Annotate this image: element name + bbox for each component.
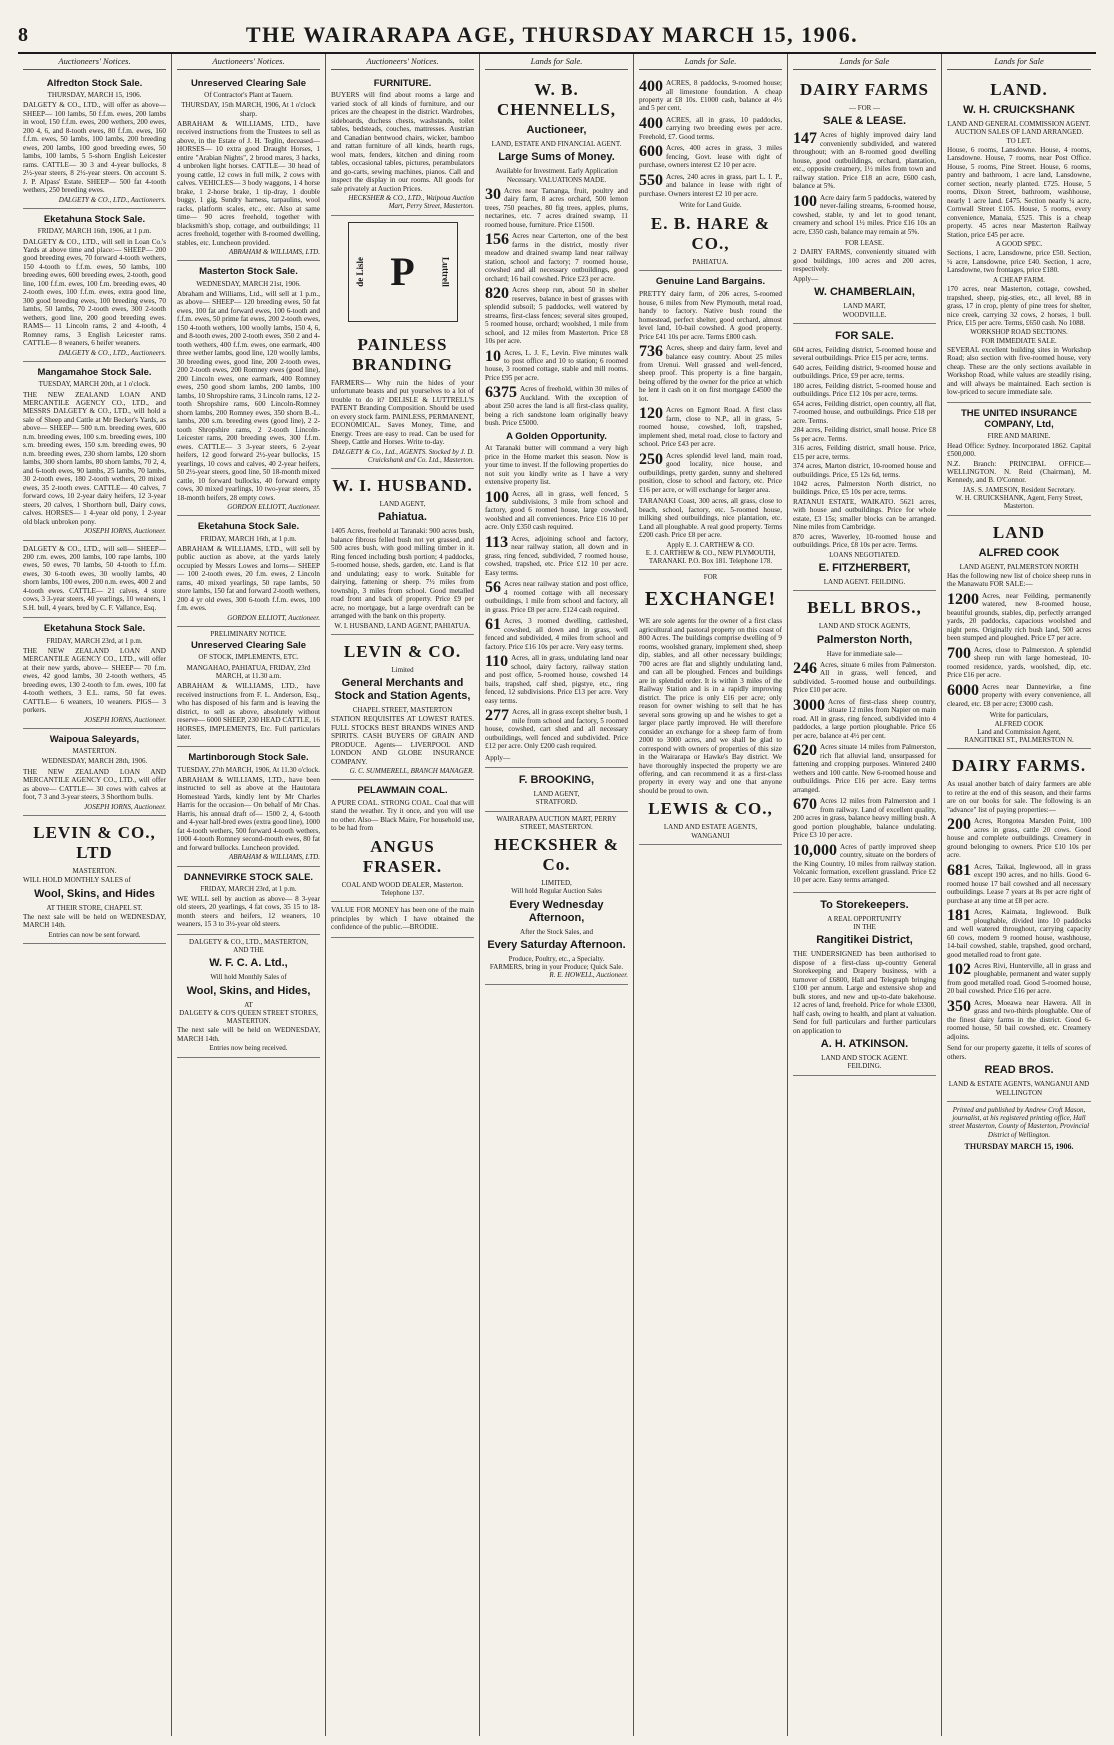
notice-body: THE NEW ZEALAND LOAN AND MERCANTILE AGENCY CO., LTD., will offer as above— CATTLE— 30 cows with calves at foot, 7 3 and 3-year steers, 3 Shorthorn bulls. [23, 767, 166, 802]
notice-title: Unreserved Clearing Sale [190, 640, 307, 652]
ad-pelawmain-coal [331, 780, 474, 902]
sale-item: 316 acres, Feilding district, small house. Price, £15 per acre, terms. [793, 444, 936, 461]
ad-produce: Produce, Poultry, etc., a Specialty. [508, 954, 605, 963]
notice-alfredton [23, 73, 166, 209]
notice-signature: ABRAHAM & WILLIAMS, LTD. [228, 248, 320, 257]
notice-masterton-stock [177, 261, 320, 516]
imprint-date: THURSDAY MARCH 15, 1906. [964, 1141, 1074, 1151]
notice-signature: ABRAHAM & WILLIAMS, LTD. [228, 853, 320, 862]
listing-item: 736 Acres, sheep and dairy farm, level and balance easy country. About 25 miles from Urenui. Well grassed and well-fenced, sheep proof. This property is a fine bargain, being offered by the owner for the price at which he lent it cash on it on first mortgage £4500 the lot. [639, 343, 782, 403]
ad-levin-co [331, 635, 474, 781]
firm-name: DALGETY & CO., LTD., MASTERTON, [189, 937, 308, 946]
notice-body: THE NEW ZEALAND LOAN AND MERCANTILE AGENCY CO., LTD., and MESSRS DALGETY & CO., LTD., will hold a sale of Sheep and Cattle at Mr Becker's Yards, as above— SHEEP— 500 n.m. breeding ewes, 600 n.m. breeding ewes, 100 s.m. breeding ewes, 100 s.m. breeding ewes, 150 s.m. breeding ewes, 90 n.m. breeding ewes, 230 shorn lambs, 120 shorn lambs, 300 shorn lambs, 80 shorn lambs, 70 2, 4, and 6-tooth ewes, 90 lambs, 25 lambs, 70 lambs, 30 2-tooth ewes, 180 2-tooth wethers, 20 mixed ewes, 35 2-tooth ewes. CATTLE— 40 calves, 7 forward cows, 10 2-year dairy heifers, 12 3-year steers, 20 calves, 1 Shorthorn bull, Dairy cows, calves. HORSES— 1 4-year old pony, 1 2-year old black unbroken pony. [23, 390, 166, 526]
firm-place: Palmerston North, [816, 633, 913, 646]
notice-date: FRIDAY, MARCH 23rd, at 1 p.m. [46, 636, 143, 645]
notice-dalgety-wool [177, 935, 320, 1058]
firm-name-2: W. F. C. A. Ltd., [209, 957, 288, 970]
brand-right-label: Luttrell [440, 256, 451, 287]
notice-body: DALGETY & CO., LTD., will sell— SHEEP— 200 r.m. ewes, 200 lambs, 100 rape lambs, 100 ewes, 50 ewes, 70 lambs, 50 4-tooth to f.f.m. ewes, 30 6-tooth ewes, 30 woolly lambs, 40 shorn lambs, 100 ewes, 200 n.m. ewes, 400 2 and 4-tooth ewes. CATTLE— 21 calves, 4 store cows, 3 3-year steers, 40 yearlings, 10 weaners, 1 S.H. bull, 4 years, bred by C. F. Vallance, Esq. [23, 544, 166, 612]
ad-title: LAND. [990, 80, 1048, 100]
notice-body: THE NEW ZEALAND LOAN AND MERCANTILE AGENCY CO., LTD., will offer at their new yards, above— SHEEP— 70 f.m. ewes, 42 good lambs, 30 2-tooth wethers, 45 breeding ewes, 130 2-tooth to f.m. ewes, 100 fat 4-tooth wethers, 3 E.L. rams, 50 fat ewes. CATTLE— 6 weaners, 10 weaners. PIGS— 3 porkers. [23, 646, 166, 715]
firm-name: E. B. HARE & CO., [650, 213, 771, 253]
firm-place: STRATFORD. [535, 798, 578, 807]
sale-item: 654 acres, Feilding district, open country, all flat, 7-roomed house, and outbuildings. Price £18 per acre. Terms. [793, 399, 936, 425]
ad-fitzherbert [793, 324, 936, 592]
brand-mark: P [390, 248, 415, 294]
notice-signature: GORDON ELLIOTT, Auctioneer. [227, 613, 320, 622]
firm-role: Auctioneer, [526, 124, 587, 137]
notice-label: PRELIMINARY NOTICE. [210, 629, 287, 638]
firm-role: LAND & ESTATE AGENTS, WANGANUI AND WELLINGTON [948, 1080, 1090, 1097]
ad-title: DAIRY FARMS. [951, 756, 1087, 776]
column-4 [480, 54, 634, 1736]
notice-next: The next sale will be held on WEDNESDAY, MARCH 14th. [177, 1026, 320, 1043]
notice-subtitle: MASTERTON. [72, 747, 117, 756]
ad-body: A PURE COAL. STRONG COAL. Coal that will stand the weather. Try it once, and you will use no other. Also— Black Maire, For household use, to be had from [331, 798, 474, 833]
ad-apply: Apply— [485, 753, 511, 762]
ad-brooking [485, 768, 628, 811]
firm-name: LEVIN & CO. [343, 641, 462, 661]
notice-body: ABRAHAM & WILLIAMS, LTD., have received instructions from F. L. Anderson, Esq., who has disposed of his farm and is leaving the district, to sell as above, absolutely without reserve— 6000 SHEEP, 230 HEAD CATTLE, 16 HORSES, IMPLEMENTS, Etc. Full particulars later. [177, 682, 320, 741]
ad-signature: G. C. SUMMERELL, BRANCH MANAGER. [349, 767, 474, 776]
cheap-farm-title: A CHEAP FARM. [993, 275, 1045, 284]
ad-signature: W. I. HUSBAND, LAND AGENT, PAHIATUA. [334, 621, 471, 630]
ad-body: Will hold Regular Auction Sales [511, 887, 602, 896]
firm-role: LAND AND STOCK AGENTS, [818, 622, 911, 631]
notice-levin-wool [23, 816, 166, 944]
notice-subtitle: Of Contractor's Plant at Tauern. [204, 91, 293, 100]
notice-date: MANGAHAO, PAHIATUA, FRIDAY, 23rd MARCH, at 11.30 a.m. [186, 663, 311, 680]
lease-body: 2 DAIRY FARMS, conveniently situated with good buildings, 100 acres and 200 acres, respectively. [793, 248, 936, 274]
ad-lead: WAIRARAPA AUCTION MART, PERRY STREET, MASTERTON. [496, 814, 617, 831]
notice-title: DANNEVIRKE STOCK SALE. [183, 871, 314, 883]
branding-illustration [348, 222, 458, 322]
firm-name: W. I. HUSBAND. [332, 476, 473, 495]
lease-title: FOR LEASE. [845, 239, 884, 248]
notice-date: THURSDAY, 15th MARCH, 1906, At 1 o'clock sharp. [181, 101, 316, 118]
column-6 [788, 54, 942, 1736]
notice-signature: DALGETY & CO., LTD., Auctioneers. [58, 348, 166, 357]
firm-place: FEILDING. [847, 1062, 882, 1071]
firm-name: BELL BROS., [807, 598, 922, 618]
sale-item: 180 acres, Feilding district, 5-roomed house and outbuildings. Price £12 10s per acre, terms. [793, 381, 936, 399]
listing-item: 102 Acres Rivi, Hunterville, all in grass and ploughable, permanent and water supply from good metalled road. Good 5-roomed house, 20 bail cowshed. Price £16 per acre. [947, 960, 1091, 996]
newspaper-columns [18, 54, 1096, 1736]
imprint: Printed and published by Andrew Croft Mason, journalist, at his registered printing office, Hall street Masterton, County of Masterton, Provincial District of Wellington. [948, 1105, 1090, 1139]
listing-item: 56 Acres near railway station and post office, 4 roomed cottage with all necessary outbuildings, 1 mile from school and factory, all in grass. Price £8 per acre. £124 cash required. [485, 579, 628, 614]
ad-write: Write for Land Guide. [679, 201, 742, 210]
ad-branch: N.Z. Branch: PRINCIPAL OFFICE—WELLINGTON. N. Reid (Chairman), M. Kennedy, and B. O'Connor. [947, 459, 1091, 485]
notice-body: DALGETY & CO., LTD., will offer as above— SHEEP— 100 lambs, 50 f.f.m. ewes, 200 lambs in wool, 150 f.f.m. ewes, 200 wethers, 200 ewes, 200 4, 6, and 8-tooth ewes, 80 f.f.m. ewes, 160 f.f.m. ewes, 50 lambs, 100 lambs, 200 breeding ewes, 200 lambs, 100 good breeding ewes, 50 lambs, 100 lambs, 5 5-shorn English Leicester rams. CATTLE— 30 3 and 4-year bullocks, 8 2½-year steers, 8 2½-year steers. On account S. J. P. Alpass' Estate. SHEEP— 500 fat 4-tooth wethers, 250 breeding ewes. [23, 101, 166, 195]
ad-secretary: JAS. S. JAMESON, Resident Secretary. [962, 485, 1076, 494]
firm-role: LAND AND STOCK AGENT. [821, 1054, 908, 1063]
workshop-body: SEVERAL excellent building sites in Workshop Road; also section with five-roomed house, very cheap. These are the only sections available in Workshop Road, while values are steadily rising, and will always be maintained. Each section is low-priced to secure immediate sale. [947, 345, 1091, 397]
cheap-farm-body: 170 acres, near Masterton, cottage, cowshed, trapshed, sheep, pig-sties, etc., all level, 88 in grass, 17 in crop, plenty of pine trees for shelter, nice creek, carrying 32 cows, 2 horses, 1 bull. Price, £15 per acre. Terms, £650 cash. No 1088. [947, 285, 1091, 327]
notice-date: WEDNESDAY, MARCH 28th, 1906. [41, 757, 148, 766]
firm-name: A. H. ATKINSON. [820, 1038, 909, 1051]
opportunity-body: At Taranaki butter will command a very high price in the Home market this season. Now is your time to invest. If the following properties do not suit you kindly write as I have a very extensive property list. [485, 444, 628, 487]
listing-item: 113 Acres, adjoining school and factory, near railway station, all down and in grass, ring fenced, subdivided, 7 roomed house, cowshed, trapshed, etc. Price £12 10 per acre. Easy terms. [485, 533, 628, 577]
ad-lead: General Merchants and Stock and Station Agents, [334, 677, 471, 703]
notice-date: FRIDAY, MARCH 16th, at 1 p.m. [200, 534, 297, 543]
ad-title: PELAWMAIN COAL. [357, 785, 448, 797]
ad-exchange [639, 570, 782, 845]
column-7 [942, 54, 1096, 1736]
notice-date: FRIDAY, MARCH 16th, 1906, at 1 p.m. [37, 227, 152, 236]
notice-waipoua [23, 729, 166, 816]
ad-after: After the Stock Sales, and [520, 927, 593, 936]
ad-alfred-cook [947, 516, 1091, 750]
ad-note: Available for Investment. Early Application Necessary. VALUATIONS MADE. [495, 167, 618, 184]
ad-body: THE UNDERSIGNED has been authorised to dispose of a first-class up-country General Storekeeping and Drapery business, with a turnover of £6800, Hall and Telegraph bringing £100 per annum. Large and extensive shop and bulk stores, and new and up-to-date bakehouse. 12 acres of land, freehold. Price for whole £3300, half cash, owing to health, and plant at valuation. Send for full particulars and further particulars on application to [793, 950, 936, 1035]
ad-body: BUYERS will find about rooms a large and varied stock of all kinds of furniture, and our prices are the cheapest in the district. Wardrobes, sideboards, duchess chests, washstands, toilet tables, bedsteads, couches, mattresses. Austrian and Canadian bentwood chairs, wicker, bamboo and rattan furniture of all kinds, hearth rugs, wool mats, fenders, kitchen and dining room tables, occasional tables, pictures, perambulators and go-carts, sewing machines, pianos. Call and inspect the display in our rooms. All goods for sale privately at Auction Prices. [331, 91, 474, 193]
ad-apply: Apply E. J. CARTHEW & CO. [666, 540, 755, 549]
listing-item: 600 Acres, 400 acres in grass, 3 miles fencing, Govt. lease with right of purchase, owners interest £2 10 per acre. [639, 143, 782, 170]
ad-title: Genuine Land Bargains. [655, 275, 766, 287]
listing-item: 10 Acres, L. J. F., Levin. Five minutes walk to post office and 10 to station; 6 roomed house, 3 roomed cottage, stable and mill rooms. Price £95 per acre. [485, 347, 628, 382]
notice-title: Waipoua Saleyards, [49, 733, 140, 745]
notice-eketahuna-3 [177, 516, 320, 627]
ad-united-insurance [947, 403, 1091, 516]
ad-title: FOR SALE. [835, 329, 894, 342]
firm-role: LAND AND ESTATE AGENTS, [663, 823, 758, 832]
ad-title: EXCHANGE! [644, 587, 777, 610]
ad-headline: Large Sums of Money. [498, 151, 615, 164]
listing-item: 181 Acres, Kaimata, Inglewood. Bulk ploughable, divided into 10 paddocks and well watered throughout, carrying capacity 60 cows, modern 9 roomed house, washhouse, 14-bail cowshed, stable, trapshed, good orchard, good metalled road to front gate. [947, 907, 1091, 959]
ad-subtitle: SALE & LEASE. [822, 115, 907, 128]
notice-date: WEDNESDAY, MARCH 21st, 1906. [196, 279, 301, 288]
notice-title: Alfredton Stock Sale. [46, 78, 143, 90]
firm-name: W. B. CHENNELLS, [496, 80, 617, 120]
notice-signature: JOSEPH IORNS, Auctioneer. [84, 715, 166, 724]
ad-signature: DALGETY & Co., Ltd., AGENTS. Stocked by J. D. Cruickshank and Co. Ltd., Masterton. [332, 447, 474, 464]
ad-farmers: FARMERS, bring in your Produce; Quick Sale. [489, 963, 624, 971]
ad-title: To Storekeepers. [820, 898, 909, 911]
ad-for: — FOR — [848, 104, 881, 113]
firm-place: PAHIATUA. [692, 257, 729, 266]
notice-lead: Will hold Monthly Sales of [210, 973, 287, 982]
firm-place: WOODVILLE. [842, 310, 887, 319]
listing-item: 550 Acres, 240 acres in grass, part L. I. P., and balance in lease with right of purchase. Owners interest £2 10 per acre. [639, 171, 782, 198]
sale-item: 284 acres, Feilding district, small house. Price £8 5s per acre. Terms. [793, 426, 936, 443]
notice-signature: JOSEPH IORNS, Auctioneer. [84, 527, 166, 536]
notice-and: AND THE [233, 946, 264, 955]
ad-sub: FIRE AND MARINE. [987, 432, 1051, 441]
listing-item: 100 Acre dairy farm 5 paddocks, watered by never-failing streams, 6-roomed house, cowshed, stable, ty and let to good tenant, creamery and school 1½ miles. Price £16 10s an acre, £350 cash, balance may remain at 5%. [793, 192, 936, 236]
column-heading: Lands for Sale [947, 54, 1091, 70]
listing-item: 700 Acres, close to Palmerston. A splendid sheep run with large homestead, 10-roomed residence, yards, woolshed, dip, etc. Price £16 per acre. [947, 644, 1091, 680]
firm-role: LAND AGENT. FEILDING. [823, 578, 906, 587]
notice-dannevirke [177, 867, 320, 935]
listing-item: 1200 Acres, near Feilding, permanently watered, new 8-roomed house, beautiful grounds, stables, dip, perfectly arranged yards, 20 paddocks, capacious woolshed and night pens. Originally rich bush land, 500 acres been stumped and ploughed. Price £7 per acre. [947, 590, 1091, 643]
listing-item: 277 Acres, all in grass except shelter bush, 1 mile from school and factory, 5 roomed house, cowshed, cart shed and all necessary outbuildings, well fenced and subdivided. Price £12 per acre. Only £200 cash required. [485, 707, 628, 751]
ad-wednesday: Every Wednesday Afternoon, [509, 898, 604, 924]
ad-write: Write for particulars, [989, 711, 1049, 720]
firm-name: READ BROS. [984, 1064, 1054, 1077]
firm-sub: Limited [391, 665, 414, 674]
notice-body: ABRAHAM & WILLIAMS, LTD., will sell by public auction as above, at the yards lately occupied by Messrs Lowes and Iorns— SHEEP— 100 2-tooth ewes, 20 f.m. ewes, 2 Lincoln rams, 40 mixed yearlings, 50 rape lambs, 50 store lambs, 150 fat and forward 2-tooth wethers, 200 4 yr old ewes, 300 6-tooth f.f.m. ewes, 100 f.m. ewes. [177, 544, 320, 613]
spec-body: Sections, 1 acre, Lansdowne, price £50. Section, ¼ acre, Lansdowne, price £40. Section, 1 acre, Lansdowne, two frontages, price £180. [947, 249, 1091, 275]
ad-bell-bros [793, 591, 936, 893]
listing-item: 30 Acres near Tamanga, fruit, poultry and dairy farm, 8 acres orchard, 500 lemon trees, 750 peaches, 80 fig trees, apples, plums, nectarines, etc. 7 acres drained swamp, 11 roomed house, furniture. Price £1500. [485, 185, 628, 229]
notice-entries: Entries now being received. [209, 1044, 288, 1053]
firm-sub: LAND AND GENERAL COMMISSION AGENT. AUCTION SALES OF LAND ARRANGED. [947, 120, 1091, 137]
notice-preliminary [177, 627, 320, 748]
notice-goods: Wool, Skins, and Hides, [186, 984, 311, 997]
listing-item: 681 Acres, Taikai, Inglewood, all in grass except 190 acres, and no hills. Good 6-roomed house 17 bail cowshed and all necessary outbuildings. Lease 7 years at 8s per acre right of purchase at any time at £8 per acre. [947, 861, 1091, 905]
notice-title: Eketahuna Stock Sale. [43, 623, 146, 635]
ad-note: TARANAKI Coast, 300 acres, all grass, close to beach, school, factory, etc. 5-roomed house, milking shed outbuildings, nice plantation, etc. Land all ploughable. A real good property. Terms £200 cash. Price £8 per acre. [639, 497, 782, 540]
to-let-title: TO LET. [1006, 136, 1032, 145]
notice-body: WE WILL sell by auction as above— 8 3-year old steers, 20 yearlings, 4 fat cows, 35 15 to 18-month steers and heifers, 12 weaners, 10 weaners, 15 3 to 3½-year old steers. [177, 894, 320, 929]
notice-subtitle: OF STOCK, IMPLEMENTS, ETC. [198, 653, 299, 662]
firm-place: MASTERTON. [72, 866, 117, 875]
sale-item: 604 acres, Feilding district, 5-roomed house and several outbuildings. Price £15 per acre, terms. [793, 345, 936, 363]
ad-painless-branding [331, 328, 474, 469]
ad-body: VALUE FOR MONEY has been one of the main principles by which I have obtained the confidence of the public.—BRODIE. [331, 906, 474, 932]
listing-item: 110 Acres, all in grass, undulating land near school, dairy factory, railway station and post office, 5-roomed house, cowshed 14 bails, trapshed, calf shed, pigstye, etc., ring fenced, 12 subdivisions. Price £13 per acre. Very easy terms. [485, 653, 628, 705]
sale-item: 640 acres, Feilding district, 9-roomed house and outbuildings. Price, £9 per acre, terms. [793, 363, 936, 381]
listing-item: 620 Acres situate 14 miles from Palmerston, rich flat alluvial land, unsurpassed for fattening and cropping purposes. Wintered 2400 wethers and 100 cattle. New 6-roomed house and outbuildings. Price £16 per acre. Easy terms arranged. [793, 742, 936, 794]
listing-item: 246 Acres, situate 6 miles from Palmerston. All in grass, well fenced, and subdivided. 5-roomed house and outbuildings. Price £10 per acre. [793, 659, 936, 695]
firm-name: ALFRED COOK [978, 546, 1060, 559]
firm-name: LEVIN & CO., LTD [33, 822, 156, 862]
ad-lead: A REAL OPPORTUNITY [827, 914, 902, 923]
listing-item: 350 Acres, Moeawa near Hawera. All in grass and two-thirds ploughable. One of the finest dairy farms in the district. Good 6-roomed house, 50 bail cowshed, etc. Creamery adjoins. [947, 997, 1091, 1041]
column-heading: Auctioneers' Notices. [331, 54, 474, 70]
firm-place: CHAPEL STREET, MASTERTON [352, 706, 453, 715]
listing-item: 120 Acres on Egmont Road. A first class farm, close to N.P., all in grass, 5-roomed house, cowshed, loft, trapshed, implement shed, metal road, close to factory and school. Price £43 per acre. [639, 405, 782, 449]
ad-signature-2: Land and Commission Agent, [977, 727, 1061, 736]
notice-clearing-sale [177, 73, 320, 261]
ad-signature: COAL AND WOOD DEALER, Masterton. Telephone 137. [341, 880, 464, 897]
notice-body: ABRAHAM & WILLIAMS, LTD., have been instructed to sell as above at the Hautotara Homestead Yards, kindly lent by Mr Charles Harris for the occasion— On behalf of Mr Chas. Harris, his annual draft of— 1500 2, 4, 6-tooth and 4-year half-bred ewes (extra good line), 1000 fat 4-tooth wethers, 500 forward 4-tooth wethers, 1000 4-tooth Romney second-mouth ewes, 80 fat and forward bullocks. Luncheon provided. [177, 775, 320, 852]
notice-body: DALGETY & CO., LTD., will sell in Loan Co.'s Yards at above time and place:— SHEEP— 200 good breeding ewes, 70 forward 4-tooth wethers, 150 4-tooth to f.f.m. ewes, 50 lambs, 100 breeding ewes, 600 breeding ewes, 2-tooth, good line, 100 f.f.m. ewes, 100 f.m. breeding ewes, 40 2-tooth ewes, 100 f.f.m. ewes, extra good line, 300 good breeding ewes, 100 breeding ewes, 70 lambs, 50 lambs, 70 2-tooth ewes, 300 2-tooth wethers, good line, 200 good breeding ewes. RAMS— 11 Lincoln rams, 2 and 4-tooth, 4 Romney rams, 3 English Leicester rams. CATTLE— 8 weaners, 6 heifer weaners. [23, 237, 166, 348]
ad-storekeepers [793, 893, 936, 1076]
firm-place: WANGANUI [691, 831, 730, 840]
ad-body: WE are sole agents for the owner of a first class agricultural and pastoral property on this coast of 800 Acres. The buildings comprise dwelling of 9 rooms, woolshed granary, implement shed, sheep dip, stables, and all other necessary buildings; 700 acres are flat and slightly undulating land, and can all be ploughed. Fences and buildings are in splendid order. It is within 3 miles of the Railway Station and is in a rapidly improving district. The price is only £16 per acre; only reason for owner wishing to sell that he has several sons growing up and he wishes to get a larger place partly improved. He will therefore consider an exchange for a sheep farm of from 2000 to 3000 acres, and we shall be glad to correspond with owners of properties of this size in the Wairarapa or Hawke's Bay district. We have thoroughly inspected the property we are offering, and can recommend it as a first-class property in every way and one that anyone should be proud to own. [639, 617, 782, 795]
column-2 [172, 54, 326, 1736]
listing-item: 147 Acres of highly improved dairy land conveniently subdivided, and watered throughout; with an 8-roomed good dwelling house, good outbuildings, orchard, plantation, etc., opposite creamery, 1½ miles from town and railway station. Price £18 an acre, £600 cash, balance at 5%. [793, 130, 936, 191]
listing-group [485, 187, 628, 428]
firm-name: ANGUS FRASER. [362, 836, 443, 876]
notice-title: Martinborough Stock Sale. [188, 752, 309, 764]
ad-title: PAINLESS BRANDING [352, 334, 453, 374]
ad-in: IN THE [853, 923, 876, 932]
ad-title: FURNITURE. [373, 78, 432, 90]
ad-hecksher [485, 812, 628, 985]
ad-lead: Has the following new list of choice sheep runs in the Manawatu FOR SALE:— [947, 571, 1091, 589]
ad-apply: Apply— [793, 274, 819, 283]
listing-item: 6000 Acres near Dannevirke, a fine property with every convenience, all cleared, etc. £8 per acre; £3000 cash. [947, 681, 1091, 708]
ad-signature: HECKSHER & CO., LTD., Waipoua Auction Mart, Perry Street, Masterton. [348, 194, 474, 211]
ad-body: FARMERS— Why ruin the hides of your unfortunate beasts and put yourselves to a lot of trouble to do it? DELISLE & LUTTRELL'S PATENT Branding Composition. Should be used on every stock farm. PAINLESS, PERMANENT, ECONOMICAL. Saves Money, Time, and Energy. Trees are easy to read. Can be used for Sheep, Cattle and Horses. Write to-day. [331, 378, 474, 447]
ad-agent: W. H. CRUICKSHANK, Agent, Ferry Street, Masterton. [955, 494, 1083, 511]
notice-date: TUESDAY, 27th MARCH, 1906, At 11.30 o'clock. [177, 765, 320, 774]
ad-husband [331, 469, 474, 635]
notice-store: AT THEIR STORE, CHAPEL ST. [46, 903, 143, 912]
notice-goods: Wool, Skins, and Hides [34, 887, 155, 900]
sale-item: 1042 acres, Palmerston North district, no buildings. Price, £5 10s per acre, terms. [793, 479, 936, 497]
notice-martinborough [177, 747, 320, 866]
ad-signature: E. J. CARTHEW & CO., NEW PLYMOUTH, TARANAKI. P.O. Box 181. Telephone 178. [645, 548, 776, 566]
notice-eketahuna-1 [23, 209, 166, 362]
listing-item: 400 ACRES, 8 paddocks, 9-roomed house; all limestone foundation. A cheap property at £8 10s. £1000 cash, balance at 4½ and 5 per cent. [639, 78, 782, 113]
ad-body: 1405 Acres, freehold at Taranaki: 900 acres bush, balance fibrous felled bush not yet grassed, and 500 acres bush, with good milling timber in it. Ring fenced including bush portion; 4 paddocks, 5-roomed house, sheds, garden, etc. Land is flat and undulating; easy to work. Suitable for dairying, fattening or sheep. 7½ miles from township, 3 miles from school. Good metalled road front and back of property. Price £9 per acre, no mortgage, but a large overdraft can be arranged with the bank on this property. [331, 527, 474, 621]
firm-place: Pahiatua. [378, 511, 427, 524]
firm-name: LEWIS & CO., [648, 799, 773, 819]
listing-item: 3000 Acres of first-class sheep country, situate 12 miles from Napier on main road. All in grass, ring fenced, subdivided into 4 paddocks, a large portion ploughable. Price £6 per acre, balance at 4½ per cent. [793, 696, 936, 740]
firm-sub: LIMITED, [541, 879, 572, 888]
firm-name: F. BROOKING, [518, 774, 595, 787]
listing-item: 200 Acres, Rongotea Marsden Point, 100 acres in grass, cattle 20 cows. Good house and complete outbuildings. Creamery in ground belonging to owners. Price £10 10s per acre. [947, 816, 1091, 860]
notice-entries: Entries can now be sent forward. [48, 930, 141, 939]
notice-title: Unreserved Clearing Sale [190, 78, 307, 90]
notice-lead: WILL HOLD MONTHLY SALES of [23, 876, 131, 885]
masthead [18, 18, 1096, 54]
ad-signature: ALFRED COOK [994, 719, 1044, 728]
notice-date: TUESDAY, MARCH 20th, at 1 o'clock. [38, 380, 151, 389]
notice-title: Mangamahoe Stock Sale. [37, 367, 152, 379]
notice-body: Abraham and Williams, Ltd., will sell at 1 p.m., as above— SHEEP— 120 breeding ewes, 50 fat ewes, 100 fat and forward ewes, 100 6-tooth and f.f.m. ewes, 50 prime fat ewes, 200 2-tooth ewes, 150 4-tooth wethers, 100 woolly lambs, 150 4, 6, and 8-tooth ewes, 200 2-tooth ewes, 350 2 and 4-tooth wethers, 400 f.f.m. ewes, one earmark, 400 three wether lambs, good line, 120 woolly lambs, 30 breeding ewes, good line, 200 2-tooth ewes, 200 2-tooth ewes, 200 Romney ewes (good line), 200 Lincoln ewes, one earmark, 400 Romney ewes, 250 good shorn lambs, 200 lambs, 100 lambs, 10 Shropshire rams, 3 Lincoln rams, 12 2-tooth Shropshire rams, 600 Lincoln-Romney shorn lambs, 200 Romney ewes, 350 shorn B.-L. lambs, 200 s.m. breeding ewes (good line), 2 2-tooth Shropshire rams, 2 2-tooth Lincoln-Leicester rams, 200 breeding ewes, 300 f.f.m. ewes. CATTLE— 3 3-year steers, 6 2-year heifers, 12 good forward 2½-year bullocks, 15 yearlings, 10 cows and calves, 40 2-year heifers, 50 2½-year steers, good line, 50 18-month mixed cattle, 10 forward bullocks, 40 forward empty cows, 30 mixed yearlings, 10 two-year steers, 35 18-month heifers, 28 empty cows. [177, 289, 320, 502]
column-heading: Lands for Sale [793, 54, 936, 70]
notice-next: The next sale will be held on WEDNESDAY, MARCH 14th. [23, 912, 166, 930]
to-let-body: House, 6 rooms, Lansdowne. House, 4 rooms, Lansdowne. House, 7 rooms, near Post Office. House, 5 rooms, Pine Street. House, 6 rooms, pantry and bathroom, 1 acre land, Lansdowne, corner section, nearly planted. £725. House, 5 rooms, Dixon Street, bathroom, washhouse, nearly 1 acre land. £475. Section nearly ¼ acre, Cornwall Street £105. House, 5 rooms, every convenience, Manaia, £525. This is a cheap property. 45 acres near Masterton Railway Station, price £45 per acre. [947, 145, 1091, 239]
listing-item: 820 Acres sheep run, about 50 in shelter reserves, balance in best of grasses with splendid subsoil; 5 paddocks, well watered by streams, first-class fences; several sites grouped, 5 roomed house, orchard; woolshed, 1 mile from school, and 12 miles from Masterton. Price £8 10s per acre. [485, 285, 628, 346]
notice-body: ABRAHAM & WILLIAMS, LTD., have received instructions from the Trustees to sell as above, in the Estate of J. H. Teglin, deceased— HORSES— 10 extra good Draught Horses, 1 entire "Arabian Nights", 2 brood mares, 3 hacks, 4 unbroken light horses. CATTLE— 30 head of young cattle, 12 cows in full milk, 2 cows with calves. VEHICLES— 3 body waggons, 1 4 horse brake, 1 2-horse brake, 1 tip-dray, 1 double buggy, 1 gig, Sundry harness, tarpaulins, wool racks, platform scales, etc., etc. Also at same time— 90 acres freehold, together with blacksmith's shop, cottage, and outbuildings; 11 acres freehold, together with 8-roomed dwelling, stables, etc. Luncheon provided. [177, 119, 320, 247]
firm-name: E. FITZHERBERT, [818, 562, 911, 575]
column-5 [634, 54, 788, 1736]
ad-lead: As usual another batch of dairy farmers are able to retire at the end of this season, and their farms are on our books for sale. The following is an "advance" list of paying properties:— [947, 780, 1091, 814]
opportunity-title: A Golden Opportunity. [506, 430, 607, 442]
ad-loans: LOANS NEGOTIATED. [829, 550, 900, 559]
firm-sub: LAND, ESTATE AND FINANCIAL AGENT. [491, 140, 622, 149]
firm-name: HECKSHER & Co. [494, 835, 619, 875]
page-number: 8 [18, 23, 28, 46]
firm-name: W. CHAMBERLAIN, [814, 286, 915, 299]
column-3 [326, 54, 480, 1736]
firm-role: LAND AGENT, PALMERSTON NORTH [959, 562, 1079, 571]
firm-role: LAND MART, [843, 302, 886, 311]
ad-send: Send for our property gazette, it tells of scores of others. [947, 1044, 1091, 1061]
notice-at: AT [244, 1000, 253, 1009]
ad-carthew [639, 271, 782, 571]
ad-read-bros [947, 749, 1091, 1102]
ad-lead: Have for immediate sale— [826, 649, 903, 658]
ad-body: STATION REQUISITES AT LOWEST RATES. FULL STOCKS BEST BRANDS WINES AND SPIRITS. CASH BUYERS OF GRAIN AND PRODUCE. Agents— LIVERPOOL AND LONDON AND GLOBE INSURANCE COMPANY. [331, 715, 474, 766]
listing-item: 670 Acres 12 miles from Palmerston and 1 from railway. Land of excellent quality, 200 acres in grass, balance heavy milling bush. A good portion ploughable, balance undulating. Price £3 10 per acre. [793, 796, 936, 840]
ad-chamberlain [793, 73, 936, 324]
notice-eketahuna-2 [23, 618, 166, 729]
firm-name: W. H. CRUICKSHANK [963, 104, 1075, 117]
listing-item: PRETTY dairy farm, of 206 acres, 5-roomed house, 6 miles from New Plymouth, metal road, handy to factory. Native bush round the homestead, perfect shelter, good orchard, almost level land, 10-bail cowshed. A good property. Price £41 10s per acre. Terms £800 cash. [639, 290, 782, 341]
column-heading: Lands for Sale. [485, 54, 628, 70]
notice-title: Eketahuna Stock Sale. [43, 214, 146, 226]
sale-item: RATANUI ESTATE, WAIKATO. 5621 acres, with house and outbuildings. Price for whole estate, £3 15s; smaller blocks can be arranged. Nine miles from Cambridge. [793, 497, 936, 532]
ad-furniture [331, 73, 474, 216]
brand-left-label: de Lisle [354, 256, 365, 287]
notice-mangamahoe [23, 362, 166, 540]
notice-store: DALGETY & CO'S QUEEN STREET STORES, MASTERTON. [179, 1008, 318, 1026]
spec-title: A GOOD SPEC. [995, 240, 1043, 249]
ad-office: Head Office: Sydney. Incorporated 1862. Capital £500,000. [947, 441, 1091, 459]
notice-dalgety [23, 541, 166, 619]
ad-district: Rangitikei District, [816, 934, 913, 947]
firm-role: LAND AGENT, [533, 790, 580, 798]
column-heading: Auctioneers' Notices. [177, 54, 320, 70]
ad-for: FOR [703, 573, 718, 582]
listing-item: 100 Acres, all in grass, well fenced, 5 subdivisions, 3 mile from school and factory, good 6 roomed house, large cowshed, woolshed and all conveniences. Price £16 10 per acre. Only £350 cash required. [485, 488, 628, 532]
listing-item: 61 Acres, 3 roomed dwelling, cattleshed, cowshed, all down and in grass, well fenced and subdivided, 4 miles from school and factory. Price £16 10s per acre. Very easy terms. [485, 616, 628, 651]
listing-item: 250 Acres splendid level land, main road, good locality, nice house, and outbuildings, pretty garden, sunny and sheltered position, close to school and factory, etc. Price £16 per acre, or will exchange for larger area. [639, 450, 782, 494]
notice-signature: JOSEPH IORNS, Auctioneer. [84, 802, 166, 811]
ad-title: THE UNITED INSURANCE COMPANY, Ltd, [960, 407, 1078, 431]
firm-role: LAND AGENT, [379, 500, 426, 509]
ad-address: RANGITIKEI ST., PALMERSTON N. [964, 736, 1074, 744]
newspaper-title: THE WAIRARAPA AGE, THURSDAY MARCH 15, 1906. [245, 22, 859, 47]
ad-signature: R. E. HOWELL, Auctioneer. [549, 971, 628, 980]
notice-title: Masterton Stock Sale. [199, 266, 298, 278]
notice-signature: DALGETY & CO., LTD., Auctioneers. [58, 195, 166, 204]
workshop-sub: FOR IMMEDIATE SALE. [981, 336, 1057, 345]
notice-signature: GORDON ELLIOTT, Auctioneer. [227, 503, 320, 512]
notice-date: THURSDAY, MARCH 15, 1906. [47, 91, 142, 100]
ad-title: DAIRY FARMS [800, 80, 929, 100]
listing-item: 400 ACRES, all in grass, 10 paddocks, carrying two breeding ewes per acre. Freehold, £7. Good terms. [639, 114, 782, 141]
ad-cruickshank [947, 73, 1091, 403]
listing-item: 10,000 Acres of partly improved sheep country, situate on the borders of the King Country, 10 miles from railway station. Volcanic formation, excellent grassland. Price £2 10 per acre. Easy terms arranged. [793, 841, 936, 885]
column-heading: Lands for Sale. [639, 54, 782, 70]
column-1 [18, 54, 172, 1736]
notice-date: FRIDAY, MARCH 23rd, at 1 p.m. [200, 884, 297, 893]
sale-item: 870 acres, Waverley, 10-roomed house and outbuildings. Price, £8 10s per acre. Terms. [793, 532, 936, 550]
notice-title: Eketahuna Stock Sale. [197, 521, 300, 533]
listing-item: 156 Acres near Carterton, one of the best farms in the district, mostly river meadow and drained swamp land near railway station, school and factory; 7 roomed house, cowshed and all necessary outbuildings, good orchard; 16 bail cowshed. Price £23 per acre. [485, 231, 628, 283]
ad-title: LAND [992, 522, 1046, 542]
sale-item: 374 acres, Marton district, 10-roomed house and outbuildings. Price, £5 12s 6d, terms. [793, 462, 936, 479]
workshop-title: WORKSHOP ROAD SECTIONS. [970, 328, 1068, 337]
ad-chennells [485, 73, 628, 768]
column-heading: Auctioneers' Notices. [23, 54, 166, 70]
ad-hare [639, 73, 782, 271]
ad-saturday: Every Saturday Afternoon. [487, 938, 626, 951]
listing-group-2 [485, 490, 628, 751]
ad-brodie [331, 902, 474, 937]
listing-item: 6375 Acres of freehold, within 30 miles of Auckland. With the exception of about 250 acres the land is all first-class quality, being a rich sandstone loam originally heavy bush. Price £5000. [485, 384, 628, 428]
